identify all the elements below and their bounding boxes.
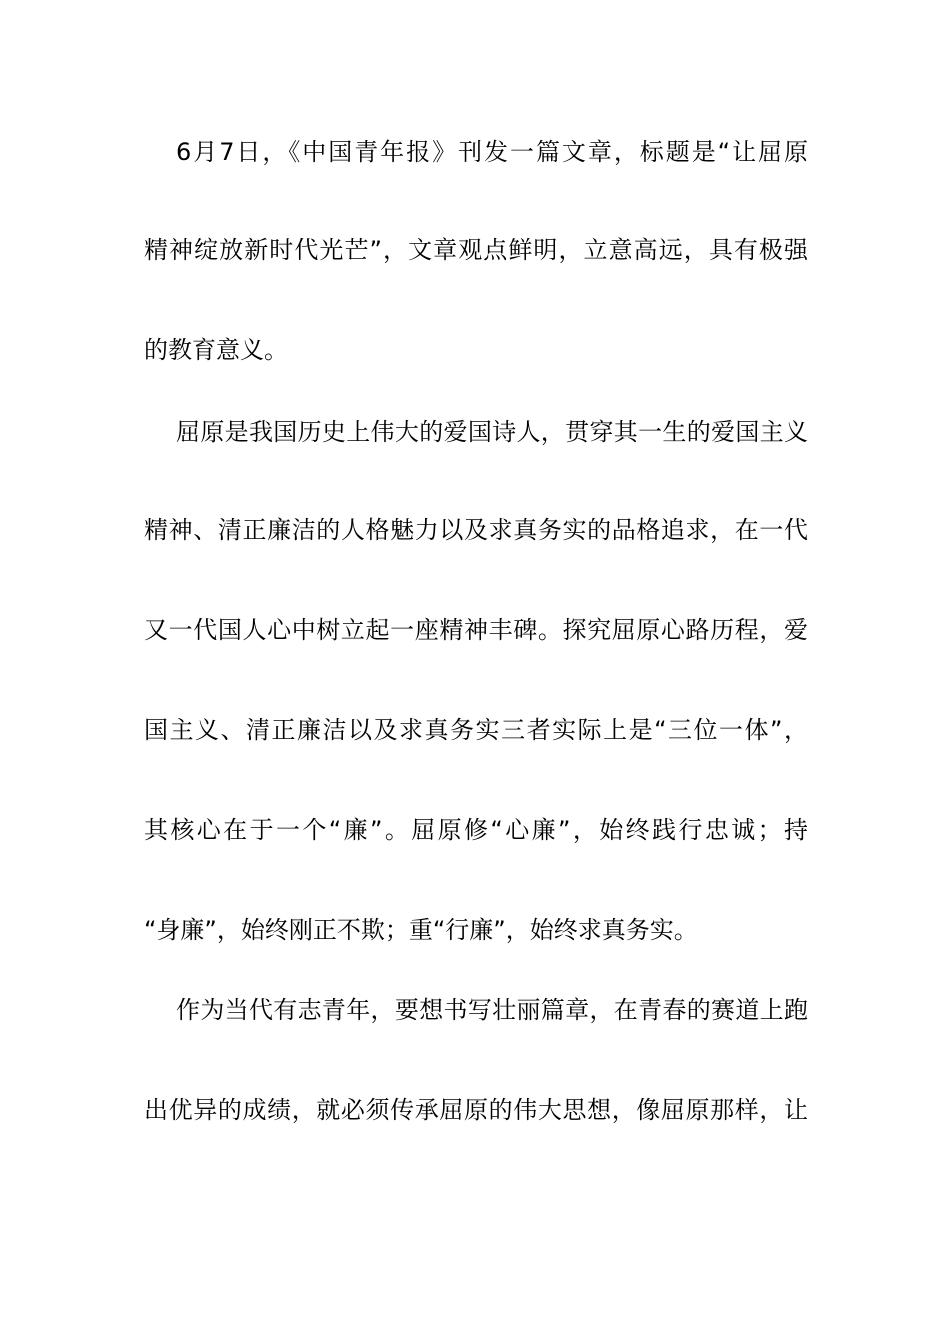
paragraph-2-line-5: 其核心在于一个“廉”。屈原修“心廉”，始终践行忠诚；持: [144, 816, 808, 844]
paragraph-2-line-2: 精神、清正廉洁的人格魅力以及求真务实的品格追求，在一代: [144, 516, 808, 544]
paragraph-1-line-1: 6月7日，《中国青年报》刊发一篇文章，标题是“让屈原: [176, 138, 808, 166]
paragraph-3-line-1: 作为当代有志青年，要想书写壮丽篇章，在青春的赛道上跑: [176, 996, 808, 1024]
paragraph-2-line-4: 国主义、清正廉洁以及求真务实三者实际上是“三位一体”，: [144, 716, 808, 744]
paragraph-1-line-3: 的教育意义。: [144, 336, 288, 364]
paragraph-3-line-2: 出优异的成绩，就必须传承屈原的伟大思想，像屈原那样，让: [144, 1096, 808, 1124]
paragraph-2-line-3: 又一代国人心中树立起一座精神丰碑。探究屈原心路历程，爱: [144, 616, 808, 644]
paragraph-1-line-2: 精神绽放新时代光芒”，文章观点鲜明，立意高远，具有极强: [144, 236, 808, 264]
paragraph-2-line-1: 屈原是我国历史上伟大的爱国诗人，贯穿其一生的爱国主义: [176, 418, 808, 446]
paragraph-2-line-6: “身廉”，始终刚正不欺；重“行廉”，始终求真务实。: [144, 916, 698, 944]
